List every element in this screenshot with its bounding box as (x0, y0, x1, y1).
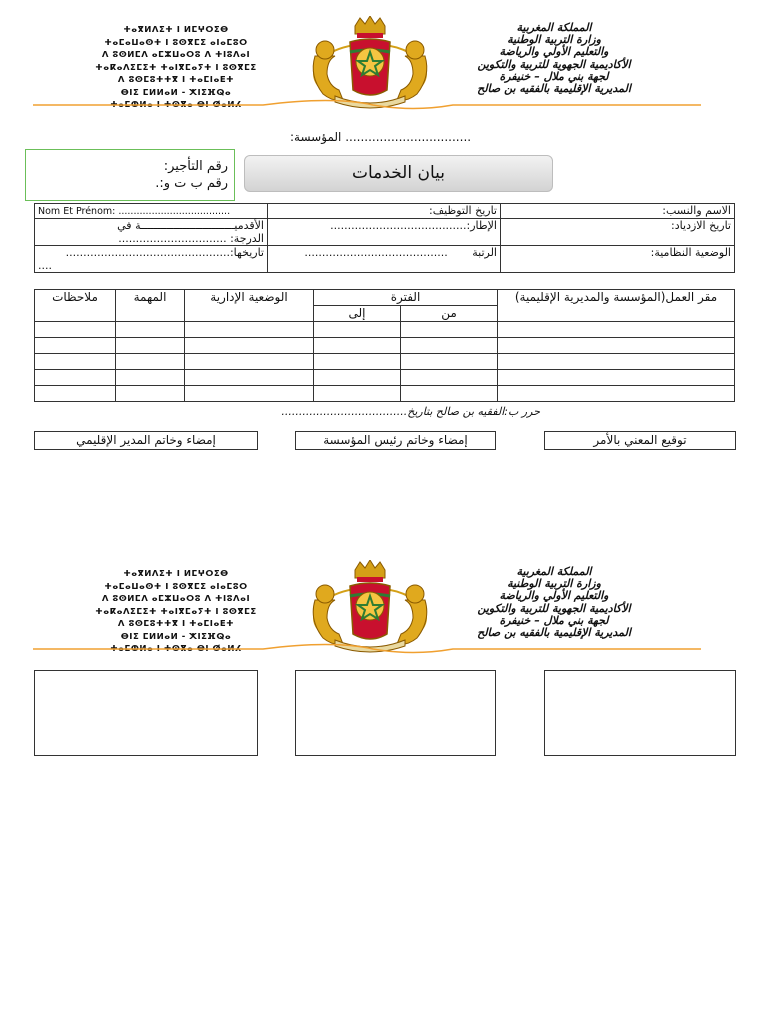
table-row (35, 386, 735, 402)
table-row (35, 338, 735, 354)
table-row (35, 219, 735, 246)
header-orange-line (33, 96, 701, 112)
birth-date-label: تاريخ الازدياد: (671, 219, 731, 232)
arabic-heading (429, 22, 679, 95)
seniority-cell (35, 219, 268, 246)
tifinagh-line: ⵜⴰⴽⴰⴷⵉⵎⵉⵜ ⵜⴰⵏⴳⵎⴰⵢⵜ ⵏ ⵓⵙⴳⵎⵉ (95, 606, 257, 617)
table-row (35, 322, 735, 338)
status-label: الوضعية النظامية: (650, 246, 731, 259)
table-row (35, 354, 735, 370)
table-row (35, 370, 735, 386)
period-from-header: من (401, 306, 498, 322)
framework-label: الإطار:....................................... (330, 219, 497, 232)
ppr-number-label: رقم ب ت و:. (155, 176, 228, 191)
tifinagh-line: ⴱⵏⵉ ⵎⵍⵍⴰⵍ - ⵅⵏⵉⴼⵕⴰ (120, 87, 232, 98)
admin-status-header: الوضعية الإدارية (185, 290, 314, 322)
workplace-header: مقر العمل(المؤسسة والمديرية الإقليمية) (498, 290, 735, 322)
table-row (35, 246, 735, 273)
person-signature-label: توقيع المعني بالأمر (544, 431, 736, 450)
tifinagh-line: ⵜⴰⴽⴰⴷⵉⵎⵉⵜ ⵜⴰⵏⴳⵎⴰⵢⵜ ⵏ ⵓⵙⴳⵎⵉ (95, 62, 257, 73)
arabic-heading-line: المديرية الإقليمية بالفقيه بن صالح (477, 626, 631, 640)
recruitment-date-cell (268, 204, 501, 219)
arabic-heading-line: المديرية الإقليمية بالفقيه بن صالح (477, 82, 631, 96)
rank-dots: ......................................... (304, 246, 448, 259)
tifinagh-line: ⵜⴰⵎⴰⵡⴰⵙⵜ ⵏ ⵓⵙⴳⵎⵉ ⴰⵏⴰⵎⵓⵔ (104, 37, 248, 48)
header-orange-line (33, 640, 701, 656)
rank-cell (268, 246, 501, 273)
director-signature-box (34, 670, 258, 756)
arabic-heading-line: الأكاديمية الجهوية للتربية والتكوين (477, 601, 631, 615)
arabic-heading-line: والتعليم الأولي والرياضة (499, 589, 609, 603)
tifinagh-line: ⴷ ⵓⵙⵍⵎⴷ ⴰⵎⵣⵡⴰⵔⵓ ⴷ ⵜⵏⵓⴷⴰⵏ (101, 594, 251, 604)
full-name-latin-cell (35, 204, 268, 219)
arabic-heading-line: وزارة التربية الوطنية (507, 33, 601, 47)
rank-label: الرتبة (472, 246, 497, 259)
payroll-number-label: رقم التأجير: (163, 159, 228, 174)
birth-date-cell (501, 219, 735, 246)
grade-label: الدرجة: ............................... (118, 232, 264, 245)
framework-cell (268, 219, 501, 246)
arabic-heading-line: المملكة المغربية (516, 21, 592, 34)
table-row (35, 204, 735, 219)
school-head-signature-box (295, 670, 496, 756)
tifinagh-line: ⴱⵏⵉ ⵎⵍⵍⴰⵍ - ⵅⵏⵉⴼⵕⴰ (120, 631, 232, 642)
page-title: بيان الخدمات (244, 155, 553, 192)
person-signature-box (544, 670, 736, 756)
letterhead-top (33, 20, 701, 110)
employee-info-table (34, 203, 735, 273)
table-header-row (35, 290, 735, 306)
period-header: الفترة (314, 290, 498, 306)
school-head-signature-label: إمضاء وخاتم رئيس المؤسسة (295, 431, 496, 450)
arabic-heading-line: وزارة التربية الوطنية (507, 577, 601, 591)
tifinagh-line: ⵜⴰⵎⵀⵍⴰ ⵏ ⵜⵙⴳⴰ ⴱⵏ ⵚⴰⵍⵃ (110, 644, 242, 654)
tifinagh-line: ⴷ ⵓⵙⵎⵓⵜⵜⴳ ⵏ ⵜⴰⵎⵏⴰⴹⵜ (117, 619, 235, 629)
rank-date-continued: .... (38, 259, 52, 272)
arabic-heading-line: لجهة بني ملال – خنيفرة (499, 69, 609, 83)
name-cell (501, 204, 735, 219)
work-history-table (34, 289, 735, 402)
full-name-latin-label: Nom Et Prénom: ..................................... (38, 206, 231, 217)
period-to-header: إلى (314, 306, 401, 322)
status-cell (501, 246, 735, 273)
arabic-heading-line: والتعليم الأولي والرياضة (499, 45, 609, 59)
director-signature-label: إمضاء وخاتم المدير الإقليمي (34, 431, 258, 450)
arabic-heading-line: المملكة المغربية (516, 565, 592, 578)
institution-line: :المؤسسة ................................. (290, 130, 472, 144)
seniority-label: الأقدميـــــــــــــــــــــــــــــة في (117, 219, 264, 232)
arabic-heading (429, 566, 679, 639)
notes-header: ملاحظات (35, 290, 116, 322)
payroll-number-box (25, 149, 235, 201)
tifinagh-line: ⴷ ⵓⵙⵍⵎⴷ ⴰⵎⵣⵡⴰⵔⵓ ⴷ ⵜⵏⵓⴷⴰⵏ (101, 50, 251, 60)
task-header: المهمة (116, 290, 185, 322)
rank-date-label: تاريخها:............................................... (65, 246, 264, 259)
arabic-heading-line: لجهة بني ملال – خنيفرة (499, 613, 609, 627)
tifinagh-line: ⴷ ⵓⵙⵎⵓⵜⵜⴳ ⵏ ⵜⴰⵎⵏⴰⴹⵜ (117, 75, 235, 85)
tifinagh-line: ⵜⴰⴳⵍⴷⵉⵜ ⵏ ⵍⵎⵖⵔⵉⴱ (123, 25, 229, 35)
tifinagh-line: ⵜⴰⵎⴰⵡⴰⵙⵜ ⵏ ⵓⵙⴳⵎⵉ ⴰⵏⴰⵎⵓⵔ (104, 581, 248, 592)
name-label: الاسم والنسب: (662, 204, 731, 217)
tifinagh-line: ⵜⴰⵎⵀⵍⴰ ⵏ ⵜⵙⴳⴰ ⴱⵏ ⵚⴰⵍⵃ (110, 100, 242, 110)
arabic-heading-line: الأكاديمية الجهوية للتربية والتكوين (477, 57, 631, 71)
rank-date-cell (35, 246, 268, 273)
recruitment-date-label: تاريخ التوظيف: (429, 204, 497, 217)
signed-at-line: حرر ب:الفقيه بن صالح بتاريخ.................................... (281, 405, 540, 418)
letterhead-bottom (33, 564, 701, 654)
tifinagh-line: ⵜⴰⴳⵍⴷⵉⵜ ⵏ ⵍⵎⵖⵔⵉⴱ (123, 569, 229, 579)
